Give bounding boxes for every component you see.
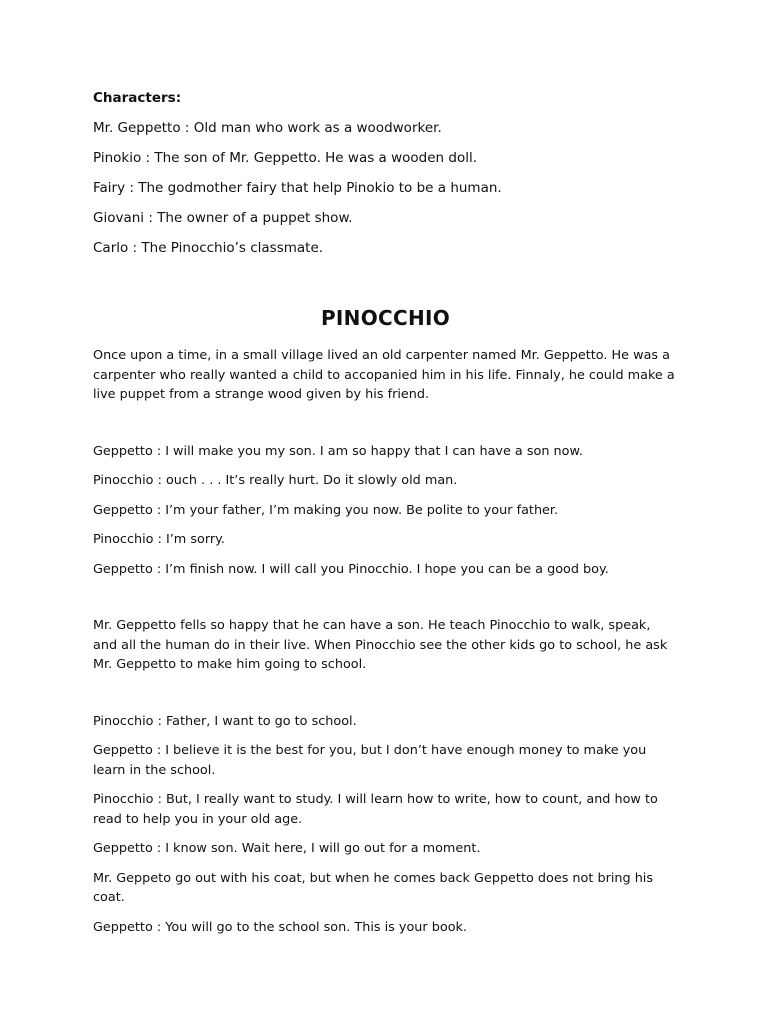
dialogue-line: Pinocchio : Father, I want to go to school.	[93, 713, 357, 729]
dialogue-line: Pinocchio : I’m sorry.	[93, 532, 225, 547]
dialogue-line: Geppetto : I’m finish now. I will call you Pinocchio. I hope you can be a good boy.	[93, 561, 609, 577]
document-page	[93, 88, 678, 947]
intro-paragraph: Once upon a time, in a small village lived an old carpenter named Mr. Geppetto. He was a carpenter who really wanted a child to accopanied him in his life. Finnaly, he could make a live puppet from a strange wood given by his friend.	[93, 348, 675, 402]
character-pinokio: Pinokio : The son of Mr. Geppetto. He was a wooden doll.	[93, 150, 478, 166]
dialogue-line: Geppetto : I know son. Wait here, I will go out for a moment.	[93, 841, 481, 856]
story-title: PINOCCHIO	[320, 306, 451, 330]
dialogue-line: Geppetto : You will go to the school son. This is your book.	[93, 919, 467, 935]
spacer	[93, 415, 678, 442]
character-giovani: Giovani : The owner of a puppet show.	[93, 210, 353, 226]
spacer	[93, 685, 678, 712]
dialogue-line: Pinocchio : ouch . . . It’s really hurt. Do it slowly old man.	[93, 473, 458, 488]
character-carlo: Carlo : The Pinocchio’s classmate.	[93, 240, 324, 256]
spacer	[93, 589, 678, 616]
dialogue-line: Pinocchio : But, I really want to study. I will learn how to write, how to count, and how to read to help you in your old age.	[93, 792, 658, 827]
dialogue-line: Geppetto : I’m your father, I’m making you now. Be polite to your father.	[93, 502, 559, 518]
dialogue-line: Geppetto : I will make you my son. I am so happy that I can have a son now.	[93, 443, 583, 459]
dialogue-line: Geppetto : I believe it is the best for you, but I don’t have enough money to make you learn in the school.	[93, 743, 647, 778]
narration-line: Mr. Geppeto go out with his coat, but when he comes back Geppetto does not bring his coat.	[93, 870, 654, 905]
character-geppetto: Mr. Geppetto : Old man who work as a woodworker.	[93, 120, 442, 136]
character-fairy: Fairy : The godmother fairy that help Pinokio to be a human.	[93, 180, 502, 196]
narration-paragraph: Mr. Geppetto fells so happy that he can have a son. He teach Pinocchio to walk, speak, and all the human do in their live. When Pinocchio see the other kids go to school, he ask Mr. Geppetto to make him going to school.	[93, 618, 668, 672]
characters-heading: Characters:	[93, 90, 182, 106]
